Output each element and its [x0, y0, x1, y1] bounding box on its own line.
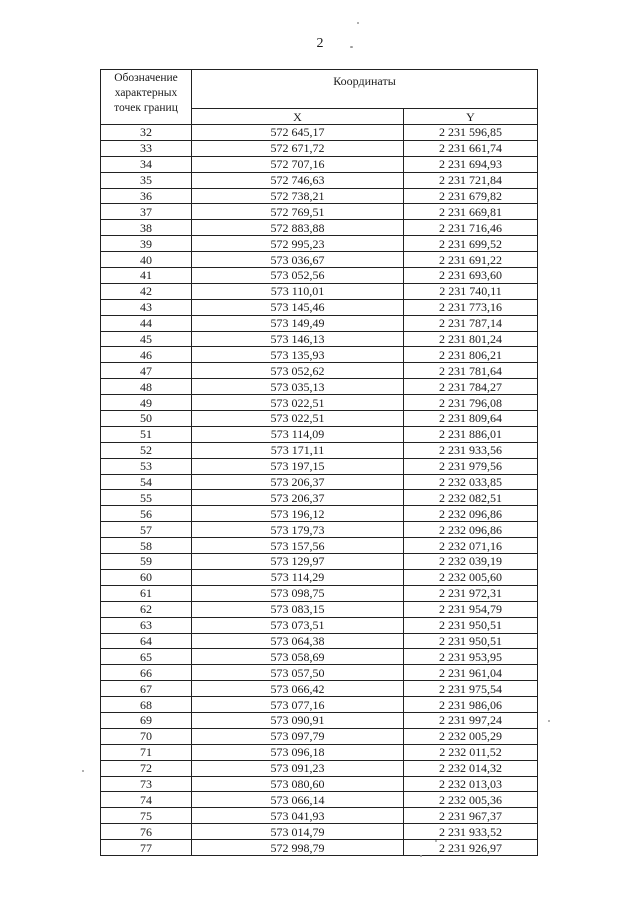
y-coordinate-cell: 2 232 005,29 — [404, 728, 538, 744]
x-coordinate-cell: 573 052,56 — [192, 268, 404, 284]
x-coordinate-cell: 573 098,75 — [192, 585, 404, 601]
x-coordinate-cell: 573 066,14 — [192, 792, 404, 808]
table-row — [101, 379, 538, 395]
point-cell: 47 — [101, 363, 192, 379]
x-coordinate-cell: 573 145,46 — [192, 299, 404, 315]
x-coordinate-cell: 572 738,21 — [192, 188, 404, 204]
table-row — [101, 140, 538, 156]
x-coordinate-cell: 573 171,11 — [192, 442, 404, 458]
table-row — [101, 808, 538, 824]
x-coordinate-cell: 573 206,37 — [192, 490, 404, 506]
point-cell: 50 — [101, 411, 192, 427]
x-coordinate-cell: 573 206,37 — [192, 474, 404, 490]
point-cell: 73 — [101, 776, 192, 792]
point-cell: 55 — [101, 490, 192, 506]
x-coordinate-cell: 573 114,29 — [192, 569, 404, 585]
point-cell: 69 — [101, 712, 192, 728]
point-cell: 36 — [101, 188, 192, 204]
x-coordinate-cell: 572 769,51 — [192, 204, 404, 220]
table-row — [101, 252, 538, 268]
y-coordinate-cell: 2 231 933,52 — [404, 824, 538, 840]
x-coordinate-cell: 573 022,51 — [192, 395, 404, 411]
x-coordinate-cell: 573 146,13 — [192, 331, 404, 347]
table-row — [101, 792, 538, 808]
x-coordinate-cell: 572 707,16 — [192, 156, 404, 172]
x-coordinate-cell: 573 022,51 — [192, 411, 404, 427]
table-row — [101, 363, 538, 379]
table-row — [101, 490, 538, 506]
table-row — [101, 172, 538, 188]
table-row — [101, 601, 538, 617]
point-cell: 68 — [101, 697, 192, 713]
y-coordinate-cell: 2 231 953,95 — [404, 649, 538, 665]
table-row — [101, 299, 538, 315]
x-coordinate-cell: 573 058,69 — [192, 649, 404, 665]
point-cell: 61 — [101, 585, 192, 601]
scan-speck — [548, 720, 550, 722]
y-coordinate-cell: 2 231 773,16 — [404, 299, 538, 315]
table-row — [101, 506, 538, 522]
x-coordinate-cell: 573 080,60 — [192, 776, 404, 792]
coordinates-header: Координаты — [192, 70, 538, 109]
x-coordinate-cell: 573 197,15 — [192, 458, 404, 474]
point-column-header: Обозначение характерных точек границ — [101, 70, 192, 125]
table-row — [101, 204, 538, 220]
y-coordinate-cell: 2 232 071,16 — [404, 538, 538, 554]
x-coordinate-cell: 573 066,42 — [192, 681, 404, 697]
table-row — [101, 840, 538, 856]
table-row — [101, 649, 538, 665]
table-row — [101, 585, 538, 601]
table-row — [101, 236, 538, 252]
x-coordinate-cell: 573 073,51 — [192, 617, 404, 633]
x-column-header: X — [192, 109, 404, 125]
y-coordinate-cell: 2 231 809,64 — [404, 411, 538, 427]
point-cell: 46 — [101, 347, 192, 363]
table-row — [101, 347, 538, 363]
x-coordinate-cell: 572 746,63 — [192, 172, 404, 188]
point-cell: 67 — [101, 681, 192, 697]
table-row — [101, 474, 538, 490]
y-coordinate-cell: 2 231 961,04 — [404, 665, 538, 681]
header-row-top — [101, 70, 538, 109]
point-cell: 41 — [101, 268, 192, 284]
table-row — [101, 220, 538, 236]
scan-speck — [357, 22, 359, 24]
x-coordinate-cell: 573 036,67 — [192, 252, 404, 268]
y-coordinate-cell: 2 231 693,60 — [404, 268, 538, 284]
table-row — [101, 411, 538, 427]
point-cell: 45 — [101, 331, 192, 347]
table-row — [101, 442, 538, 458]
point-cell: 66 — [101, 665, 192, 681]
x-coordinate-cell: 573 129,97 — [192, 554, 404, 570]
coordinates-table — [100, 69, 538, 856]
point-cell: 40 — [101, 252, 192, 268]
point-cell: 65 — [101, 649, 192, 665]
y-coordinate-cell: 2 231 950,51 — [404, 633, 538, 649]
point-cell: 64 — [101, 633, 192, 649]
x-coordinate-cell: 572 883,88 — [192, 220, 404, 236]
table-row — [101, 156, 538, 172]
table-body — [101, 125, 538, 856]
y-coordinate-cell: 2 231 979,56 — [404, 458, 538, 474]
y-coordinate-cell: 2 231 967,37 — [404, 808, 538, 824]
point-cell: 51 — [101, 426, 192, 442]
table-row — [101, 522, 538, 538]
scan-speck — [435, 840, 437, 842]
y-coordinate-cell: 2 231 972,31 — [404, 585, 538, 601]
y-coordinate-cell: 2 231 806,21 — [404, 347, 538, 363]
y-coordinate-cell: 2 231 661,74 — [404, 140, 538, 156]
point-cell: 60 — [101, 569, 192, 585]
y-coordinate-cell: 2 232 014,32 — [404, 760, 538, 776]
point-cell: 44 — [101, 315, 192, 331]
x-coordinate-cell: 573 114,09 — [192, 426, 404, 442]
table-row — [101, 712, 538, 728]
y-coordinate-cell: 2 232 011,52 — [404, 744, 538, 760]
y-coordinate-cell: 2 231 886,01 — [404, 426, 538, 442]
y-coordinate-cell: 2 231 997,24 — [404, 712, 538, 728]
point-cell: 58 — [101, 538, 192, 554]
y-coordinate-cell: 2 231 801,24 — [404, 331, 538, 347]
point-cell: 42 — [101, 283, 192, 299]
table-row — [101, 188, 538, 204]
point-cell: 56 — [101, 506, 192, 522]
table-header — [101, 70, 538, 125]
y-coordinate-cell: 2 231 699,52 — [404, 236, 538, 252]
y-coordinate-cell: 2 231 596,85 — [404, 125, 538, 141]
table-row — [101, 283, 538, 299]
point-cell: 48 — [101, 379, 192, 395]
x-coordinate-cell: 572 671,72 — [192, 140, 404, 156]
x-coordinate-cell: 573 090,91 — [192, 712, 404, 728]
x-coordinate-cell: 573 149,49 — [192, 315, 404, 331]
x-coordinate-cell: 573 035,13 — [192, 379, 404, 395]
y-coordinate-cell: 2 232 096,86 — [404, 522, 538, 538]
table-row — [101, 538, 538, 554]
x-coordinate-cell: 573 014,79 — [192, 824, 404, 840]
point-cell: 52 — [101, 442, 192, 458]
y-coordinate-cell: 2 231 679,82 — [404, 188, 538, 204]
point-cell: 54 — [101, 474, 192, 490]
x-coordinate-cell: 573 057,50 — [192, 665, 404, 681]
y-coordinate-cell: 2 231 669,81 — [404, 204, 538, 220]
y-coordinate-cell: 2 231 954,79 — [404, 601, 538, 617]
y-coordinate-cell: 2 231 721,84 — [404, 172, 538, 188]
page-number: 2 — [316, 36, 324, 51]
point-cell: 34 — [101, 156, 192, 172]
y-coordinate-cell: 2 231 975,54 — [404, 681, 538, 697]
point-cell: 32 — [101, 125, 192, 141]
table-row — [101, 125, 538, 141]
point-cell: 43 — [101, 299, 192, 315]
point-cell: 74 — [101, 792, 192, 808]
y-coordinate-cell: 2 231 716,46 — [404, 220, 538, 236]
table-row — [101, 776, 538, 792]
x-coordinate-cell: 573 077,16 — [192, 697, 404, 713]
y-coordinate-cell: 2 232 033,85 — [404, 474, 538, 490]
y-coordinate-cell: 2 232 013,03 — [404, 776, 538, 792]
table-row — [101, 760, 538, 776]
y-coordinate-cell: 2 231 950,51 — [404, 617, 538, 633]
table-row — [101, 824, 538, 840]
x-coordinate-cell: 573 110,01 — [192, 283, 404, 299]
point-cell: 59 — [101, 554, 192, 570]
table-row — [101, 633, 538, 649]
table-row — [101, 426, 538, 442]
point-cell: 62 — [101, 601, 192, 617]
y-coordinate-cell: 2 231 926,97 — [404, 840, 538, 856]
x-coordinate-cell: 573 179,73 — [192, 522, 404, 538]
x-coordinate-cell: 573 135,93 — [192, 347, 404, 363]
y-coordinate-cell: 2 232 096,86 — [404, 506, 538, 522]
point-cell: 76 — [101, 824, 192, 840]
table-row — [101, 268, 538, 284]
scan-speck — [350, 46, 353, 48]
point-cell: 53 — [101, 458, 192, 474]
y-coordinate-cell: 2 231 784,27 — [404, 379, 538, 395]
y-coordinate-cell: 2 231 787,14 — [404, 315, 538, 331]
point-cell: 57 — [101, 522, 192, 538]
point-cell: 35 — [101, 172, 192, 188]
y-coordinate-cell: 2 231 691,22 — [404, 252, 538, 268]
scan-speck — [82, 770, 84, 772]
point-cell: 77 — [101, 840, 192, 856]
x-coordinate-cell: 573 097,79 — [192, 728, 404, 744]
y-coordinate-cell: 2 231 740,11 — [404, 283, 538, 299]
x-coordinate-cell: 573 083,15 — [192, 601, 404, 617]
table-row — [101, 395, 538, 411]
x-coordinate-cell: 573 041,93 — [192, 808, 404, 824]
table-row — [101, 458, 538, 474]
y-coordinate-cell: 2 231 694,93 — [404, 156, 538, 172]
x-coordinate-cell: 573 096,18 — [192, 744, 404, 760]
point-cell: 75 — [101, 808, 192, 824]
y-coordinate-cell: 2 231 986,06 — [404, 697, 538, 713]
y-coordinate-cell: 2 231 781,64 — [404, 363, 538, 379]
y-coordinate-cell: 2 232 005,60 — [404, 569, 538, 585]
table-row — [101, 744, 538, 760]
point-cell: 70 — [101, 728, 192, 744]
point-cell: 37 — [101, 204, 192, 220]
scan-speck — [420, 855, 422, 857]
x-coordinate-cell: 573 196,12 — [192, 506, 404, 522]
x-coordinate-cell: 573 064,38 — [192, 633, 404, 649]
x-coordinate-cell: 573 091,23 — [192, 760, 404, 776]
point-cell: 71 — [101, 744, 192, 760]
x-coordinate-cell: 572 998,79 — [192, 840, 404, 856]
table-row — [101, 569, 538, 585]
x-coordinate-cell: 572 645,17 — [192, 125, 404, 141]
point-cell: 72 — [101, 760, 192, 776]
x-coordinate-cell: 572 995,23 — [192, 236, 404, 252]
point-cell: 49 — [101, 395, 192, 411]
y-coordinate-cell: 2 232 039,19 — [404, 554, 538, 570]
table-row — [101, 315, 538, 331]
y-coordinate-cell: 2 231 796,08 — [404, 395, 538, 411]
table-row — [101, 617, 538, 633]
y-coordinate-cell: 2 232 082,51 — [404, 490, 538, 506]
x-coordinate-cell: 573 052,62 — [192, 363, 404, 379]
point-cell: 39 — [101, 236, 192, 252]
x-coordinate-cell: 573 157,56 — [192, 538, 404, 554]
point-cell: 33 — [101, 140, 192, 156]
y-column-header: Y — [404, 109, 538, 125]
point-cell: 38 — [101, 220, 192, 236]
table-row — [101, 554, 538, 570]
table-row — [101, 697, 538, 713]
point-cell: 63 — [101, 617, 192, 633]
y-coordinate-cell: 2 232 005,36 — [404, 792, 538, 808]
table-row — [101, 665, 538, 681]
table-row — [101, 331, 538, 347]
table-row — [101, 728, 538, 744]
table-row — [101, 681, 538, 697]
y-coordinate-cell: 2 231 933,56 — [404, 442, 538, 458]
